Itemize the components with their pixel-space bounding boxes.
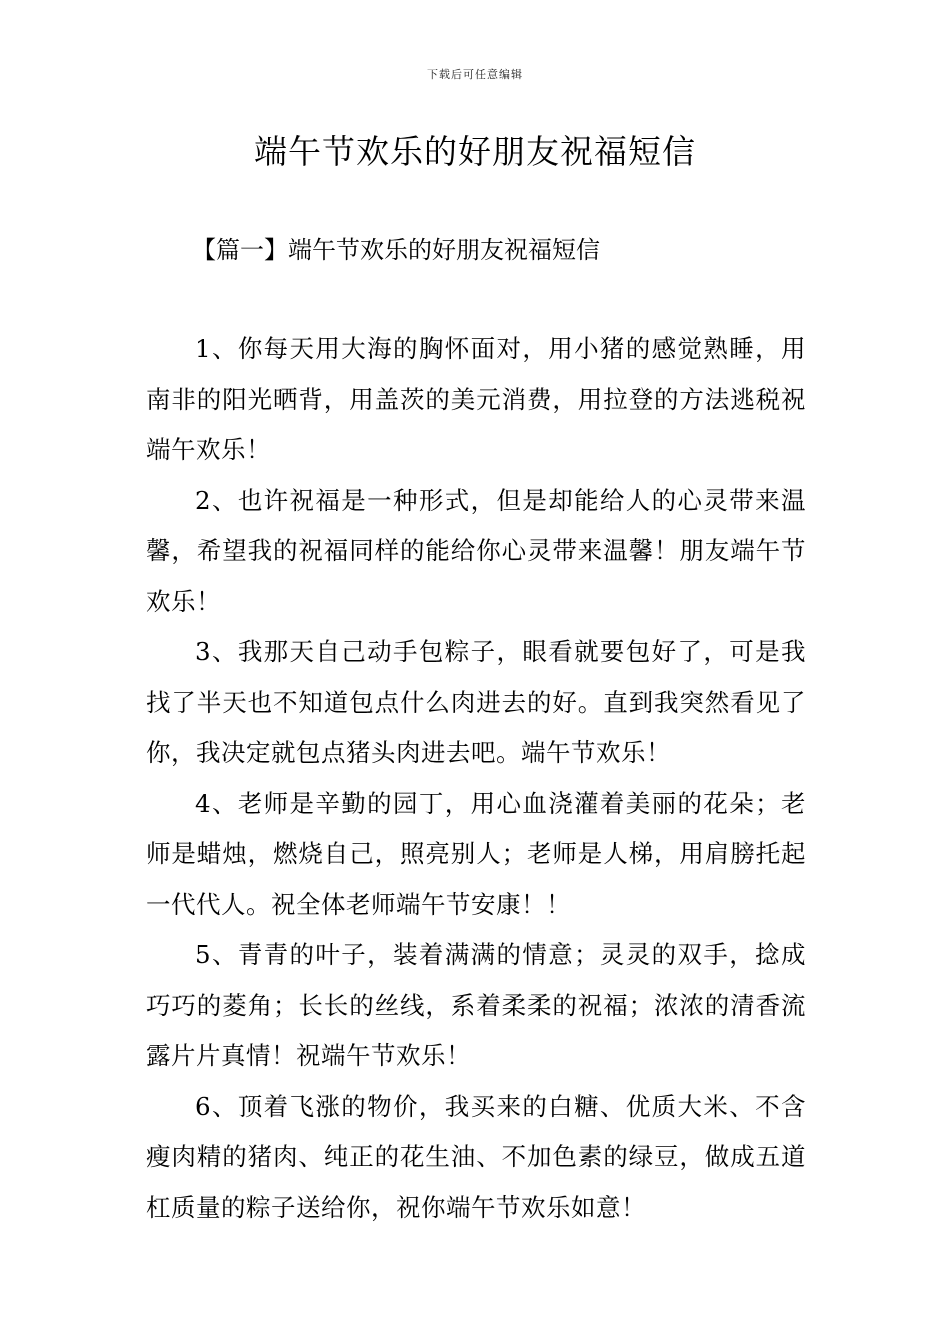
paragraph-4: 4、老师是辛勤的园丁，用心血浇灌着美丽的花朵；老师是蜡烛，燃烧自己，照亮别人；老师是人梯，用肩膀托起一代代人。祝全体老师端午节安康！！ bbox=[146, 788, 806, 919]
section-heading: 【篇一】端午节欢乐的好朋友祝福短信 bbox=[192, 236, 600, 264]
document-title: 端午节欢乐的好朋友祝福短信 bbox=[254, 132, 696, 171]
header-note: 下载后可任意编辑 bbox=[427, 68, 523, 81]
paragraph-2: 2、也许祝福是一种形式，但是却能给人的心灵带来温馨，希望我的祝福同样的能给你心灵带来温馨！朋友端午节欢乐！ bbox=[146, 485, 806, 616]
document-body bbox=[146, 324, 806, 1233]
paragraph-5: 5、青青的叶子，装着满满的情意；灵灵的双手，捻成巧巧的菱角；长长的丝线，系着柔柔的祝福；浓浓的清香流露片片真情！祝端午节欢乐！ bbox=[146, 940, 806, 1070]
paragraph-1: 1、你每天用大海的胸怀面对，用小猪的感觉熟睡，用南非的阳光晒背，用盖茨的美元消费，用拉登的方法逃税祝端午欢乐！ bbox=[146, 334, 806, 464]
paragraph-3: 3、我那天自己动手包粽子，眼看就要包好了，可是我找了半天也不知道包点什么肉进去的好。直到我突然看见了你，我决定就包点猪头肉进去吧。端午节欢乐！ bbox=[146, 637, 806, 767]
paragraph-6: 6、顶着飞涨的物价，我买来的白糖、优质大米、不含瘦肉精的猪肉、纯正的花生油、不加色素的绿豆，做成五道杠质量的粽子送给你，祝你端午节欢乐如意！ bbox=[146, 1091, 806, 1222]
